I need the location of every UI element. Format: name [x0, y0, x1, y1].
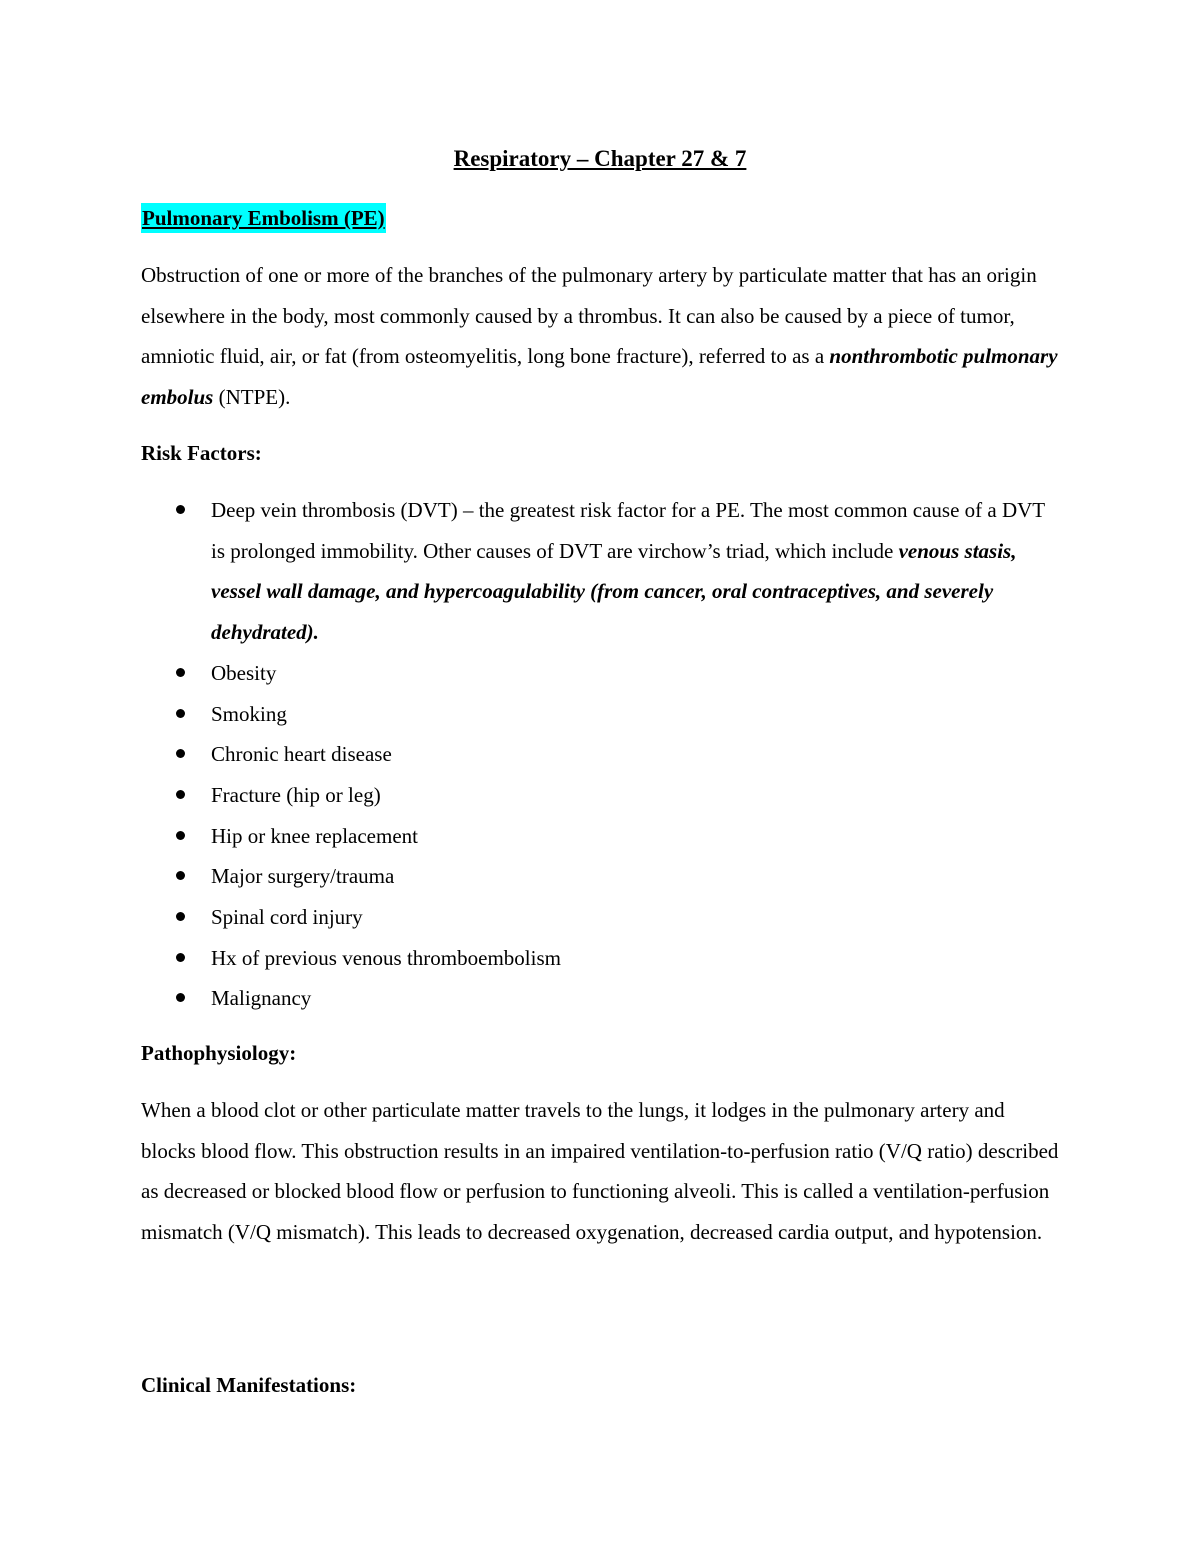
risk-factors-heading: Risk Factors:: [141, 441, 262, 465]
bullet-icon: [176, 831, 185, 840]
risk-factor-label: Hx of previous venous thromboembolism: [211, 945, 561, 970]
risk-factor-item: [141, 816, 1061, 857]
pe-definition-text: Obstruction of one or more of the branches of the pulmonary artery by particulate matter that has an origin elsewhere in the body, most commonly caused by a thrombus. It can also be caused by a piece of tumor, amniotic fluid, air, or fat (from osteomyelitis, long bone fracture), referred to as a: [141, 263, 1037, 369]
risk-factor-label: Smoking: [211, 701, 287, 726]
risk-factors-list: [141, 490, 1061, 1019]
risk-factor-item: [141, 734, 1061, 775]
dvt-text: Deep vein thrombosis (DVT) – the greatest risk factor for a PE. The most common cause of a DVT is prolonged immobility. Other causes of DVT are virchow’s triad, which include: [211, 498, 1045, 563]
bullet-icon: [176, 790, 185, 799]
clinical-manifestations-heading: Clinical Manifestations:: [141, 1373, 357, 1397]
document-title: Respiratory – Chapter 27 & 7: [453, 146, 747, 171]
bullet-icon: [176, 668, 185, 677]
risk-factor-label: Major surgery/trauma: [211, 864, 395, 889]
bullet-icon: [176, 993, 185, 1002]
risk-factor-item: [141, 653, 1061, 694]
pe-definition-suffix: (NTPE).: [213, 385, 291, 410]
risk-factor-item: [141, 978, 1061, 1019]
bullet-icon: [176, 912, 185, 921]
pathophysiology-paragraph: When a blood clot or other particulate matter travels to the lungs, it lodges in the pulmonary artery and blocks blood flow. This obstruction results in an impaired ventilation-to-perfusion ratio (V/Q ratio) described as decreased or blocked blood flow or perfusion to functioning alveoli. This is called a ventilation-perfusion mismatch (V/Q mismatch). This leads to decreased oxygenation, decreased cardia output, and hypotension.: [141, 1098, 1059, 1245]
dvt-emphasis: venous stasis, vessel wall damage, and hypercoagulability (from cancer, oral contraceptives, and severely dehydrated).: [211, 538, 1017, 645]
ntpe-emphasis: nonthrombotic pulmonary embolus: [141, 344, 1058, 410]
risk-factor-label: Obesity: [211, 660, 277, 685]
risk-factor-item: [141, 897, 1061, 938]
risk-factor-label: Malignancy: [211, 986, 312, 1011]
risk-factor-label: Spinal cord injury: [211, 905, 363, 930]
bullet-icon: [176, 749, 185, 758]
risk-factor-label: Hip or knee replacement: [211, 823, 418, 848]
risk-factor-label: Fracture (hip or leg): [211, 782, 381, 807]
pathophysiology-heading: Pathophysiology:: [141, 1041, 297, 1065]
risk-factor-item: [141, 775, 1061, 816]
bullet-icon: [176, 709, 185, 718]
pe-definition-paragraph: [141, 255, 1061, 418]
pe-heading: Pulmonary Embolism (PE): [141, 203, 386, 233]
risk-factor-item: [141, 938, 1061, 979]
risk-factor-item: [141, 490, 1061, 653]
bullet-icon: [176, 953, 185, 962]
risk-factor-item: [141, 856, 1061, 897]
risk-factor-label: Chronic heart disease: [211, 742, 392, 767]
bullet-icon: [176, 505, 185, 514]
risk-factor-item: [141, 694, 1061, 735]
bullet-icon: [176, 871, 185, 880]
